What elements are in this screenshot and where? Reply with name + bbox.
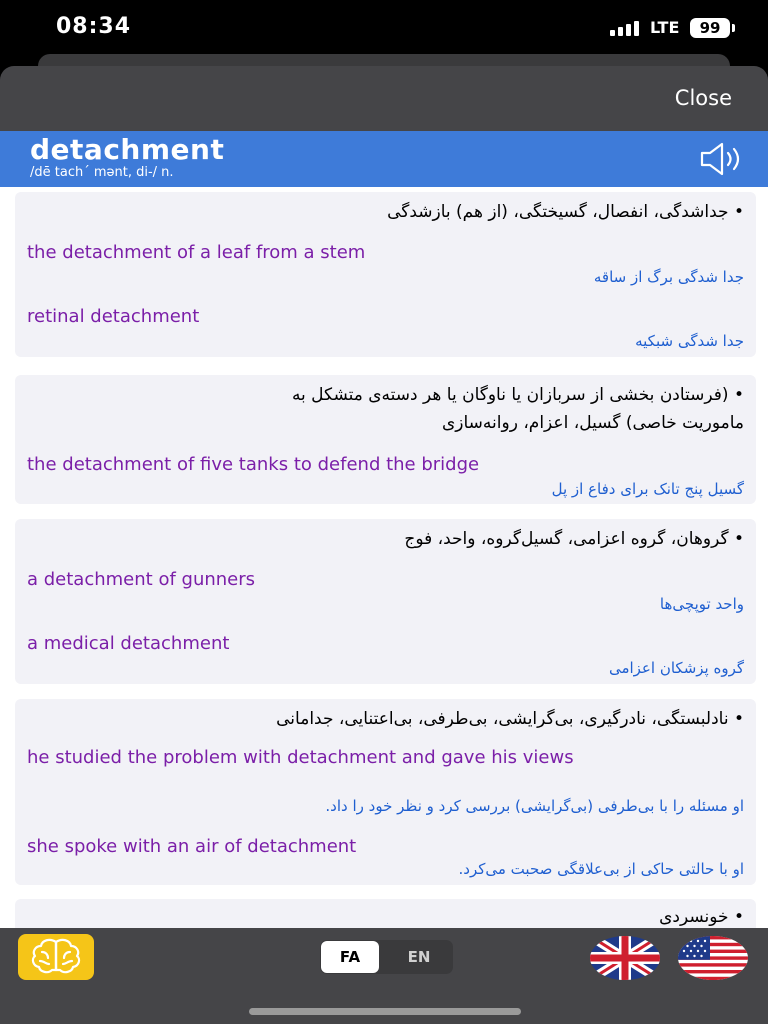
battery-icon: 99 xyxy=(690,18,730,38)
signal-icon xyxy=(610,21,639,36)
example-fa: گسیل پنج تانک برای دفاع از پل xyxy=(551,480,744,498)
bottom-toolbar xyxy=(0,928,768,1024)
uk-flag-icon[interactable] xyxy=(590,936,660,980)
example-fa: جدا شدگی برگ از ساقه xyxy=(593,268,744,286)
us-flag-icon[interactable] xyxy=(678,936,748,980)
example-en[interactable]: he studied the problem with detachment and gave his views xyxy=(27,747,574,768)
example-en[interactable]: the detachment of five tanks to defend the bridge xyxy=(27,454,480,475)
example-fa: او با حالتی حاکی از بی‌علاقگی صحبت می‌کرد. xyxy=(458,860,744,878)
speaker-icon[interactable] xyxy=(698,141,748,177)
sense-card xyxy=(15,519,756,684)
example-fa: او مسئله را با بی‌طرفی (بی‌گرایشی) بررسی کرد و نظر خود را داد. xyxy=(325,797,744,815)
example-en[interactable]: a detachment of gunners xyxy=(27,569,256,590)
sense-card xyxy=(15,699,756,885)
entry-word: detachment xyxy=(30,133,225,166)
example-fa: گروه پزشکان اعزامی xyxy=(608,659,744,677)
status-time: 08:34 xyxy=(56,14,132,39)
sense-card xyxy=(15,899,756,928)
entry-content xyxy=(0,187,768,928)
brain-button[interactable] xyxy=(18,934,94,980)
example-en[interactable]: a medical detachment xyxy=(27,633,230,654)
lang-fa-button[interactable]: FA xyxy=(321,941,379,973)
example-en[interactable]: she spoke with an air of detachment xyxy=(27,836,357,857)
example-fa: جدا شدگی شبکیه xyxy=(635,332,744,350)
sense-card xyxy=(15,192,756,357)
example-en[interactable]: retinal detachment xyxy=(27,306,200,327)
sense-definition: • گروهان، گروه اعزامی، گسیل‌گروه، واحد، فوج xyxy=(404,529,744,549)
sense-definition: • نادلبستگی، نادرگیری، بی‌گرایشی، بی‌طرفی، بی‌اعتنایی، جدامانی xyxy=(276,709,744,729)
brain-icon xyxy=(18,934,94,980)
entry-header xyxy=(0,131,768,187)
entry-pronunciation: /dē tach´ mənt, di-/ n. xyxy=(30,165,174,180)
lang-en-button[interactable]: EN xyxy=(407,948,431,966)
close-button[interactable]: Close xyxy=(674,86,732,110)
network-label: LTE xyxy=(650,18,680,37)
dictionary-sheet xyxy=(0,66,768,1024)
sense-definition: • خونسردی xyxy=(659,907,744,927)
sense-definition-line: • (فرستادن بخشی از سربازان یا ناوگان یا هر دسته‌ی متشکل به xyxy=(291,385,744,405)
sense-card xyxy=(15,375,756,504)
sense-definition: • جداشدگی، انفصال، گسیختگی، (از هم) بازشدگی xyxy=(387,202,744,222)
example-fa: واحد توپچی‌ها xyxy=(659,595,744,613)
sense-definition-line: ماموریت خاصی) گسیل، اعزام، روانه‌سازی xyxy=(441,413,744,433)
example-en[interactable]: the detachment of a leaf from a stem xyxy=(27,242,366,263)
home-indicator[interactable] xyxy=(249,1008,521,1015)
status-bar xyxy=(0,0,768,58)
language-toggle xyxy=(320,940,453,974)
